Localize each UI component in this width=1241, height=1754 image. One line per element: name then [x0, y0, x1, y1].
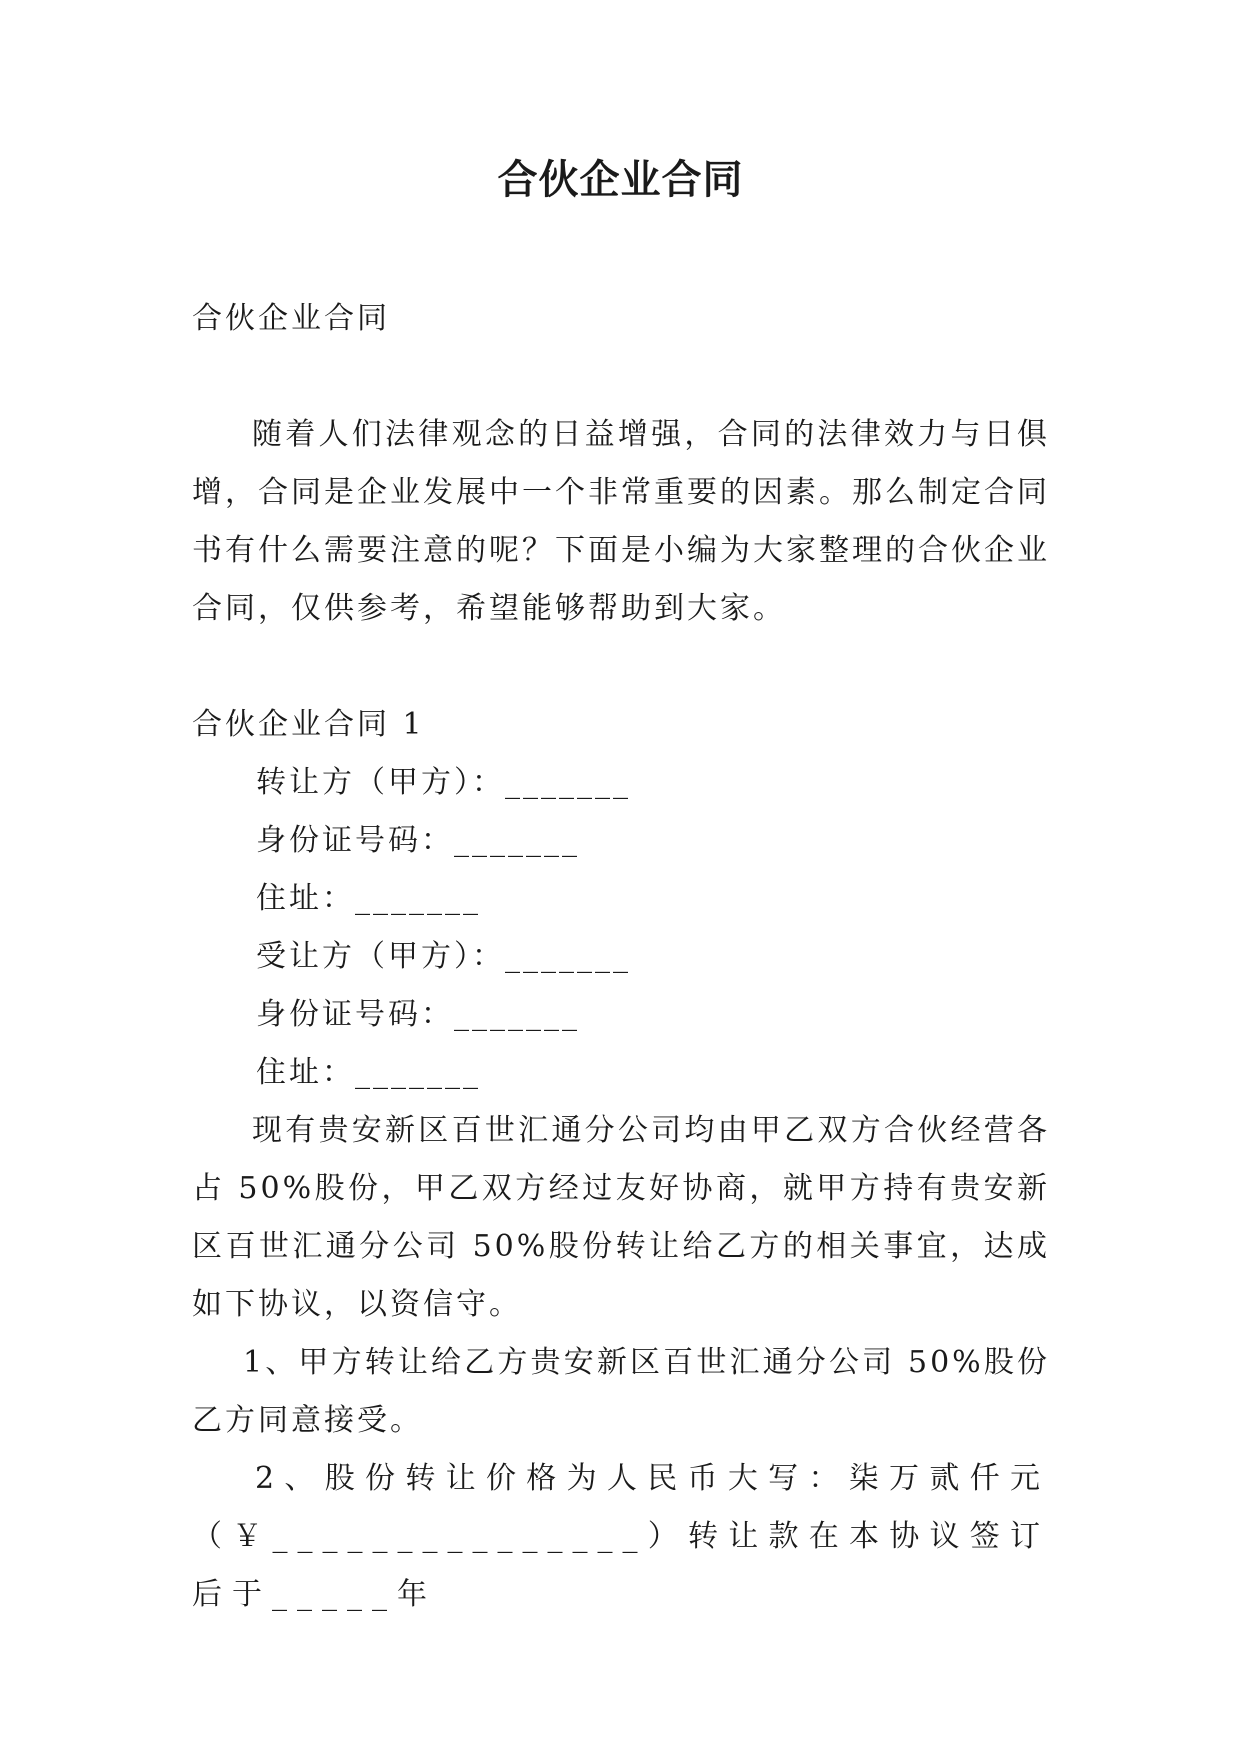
transferee-field: 受让方（甲方）：_______: [256, 939, 631, 974]
document-title: 合伙企业合同: [497, 157, 744, 203]
clause-1: 1、甲方转让给乙方贵安新区百世汇通分公司 50%股份乙方同意接受。: [192, 1345, 1050, 1438]
intro-paragraph: 随着人们法律观念的日益增强，合同的法律效力与日俱增，合同是企业发展中一个非常重要的因素。那么制定合同书有什么需要注意的呢？下面是小编为大家整理的合伙企业合同，仅供参考，希望能够帮助到大家。: [192, 417, 1050, 626]
transferor-id-field: 身份证号码：_______: [256, 823, 580, 858]
transferor-address-field: 住址：_______: [256, 881, 481, 916]
section-heading: 合伙企业合同 1: [192, 707, 425, 742]
document-body: [192, 290, 1050, 1624]
agreement-paragraph: 现有贵安新区百世汇通分公司均由甲乙双方合伙经营各占 50%股份，甲乙双方经过友好协商，就甲方持有贵安新区百世汇通分公司 50%股份转让给乙方的相关事宜，达成如下协议，以资信守。: [192, 1113, 1050, 1322]
transferee-id-field: 身份证号码：_______: [256, 997, 580, 1032]
transferee-address-field: 住址：_______: [256, 1055, 481, 1090]
clause-2: 2、股份转让价格为人民币大写：柒万贰仟元（￥_______________）转让款在本协议签订后于_____年: [192, 1461, 1050, 1612]
document-subtitle: 合伙企业合同: [192, 301, 390, 336]
transferor-field: 转让方（甲方）：_______: [256, 765, 631, 800]
